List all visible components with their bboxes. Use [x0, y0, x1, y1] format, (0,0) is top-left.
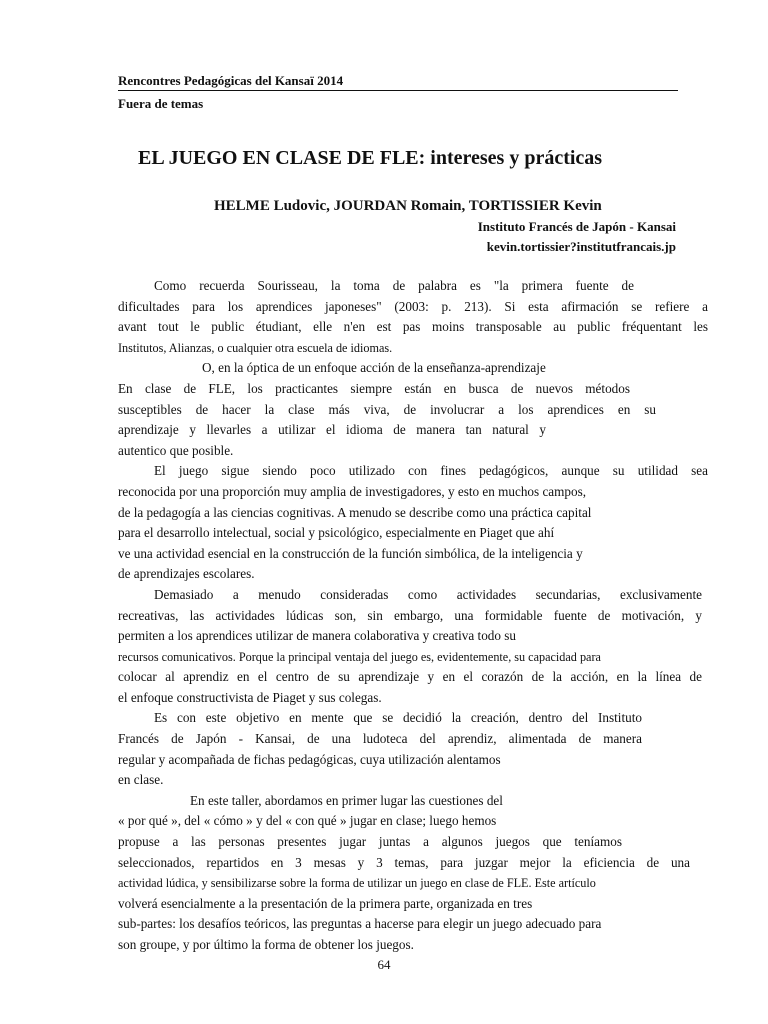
- body-line: de la pedagogía a las ciencias cognitivas. A menudo se describe como una práctica capital: [118, 504, 592, 520]
- body-line: actividad lúdica, y sensibilizarse sobre la forma de utilizar un juego en clase de FLE. Este artículo: [118, 876, 596, 891]
- body-line: El juego sigue siendo poco utilizado con fines pedagógicos, aunque su utilidad sea: [154, 463, 708, 479]
- body-line: para el desarrollo intelectual, social y psicológico, especialmente en Piaget que ahí: [118, 525, 555, 541]
- body-line: En este taller, abordamos en primer lugar las cuestiones del: [190, 792, 503, 808]
- body-line: permiten a los aprendices utilizar de manera colaborativa y creativa todo su: [118, 628, 517, 644]
- article-body: [118, 276, 708, 956]
- body-line: propuse a las personas presentes jugar juntas a algunos juegos que teníamos: [118, 834, 622, 850]
- body-line: « por qué », del « cómo » y del « con qué » jugar en clase; luego hemos: [118, 813, 497, 829]
- body-line: ve una actividad esencial en la construcción de la función simbólica, de la inteligencia y: [118, 545, 583, 561]
- body-line: O, en la óptica de un enfoque acción de la enseñanza-aprendizaje: [202, 360, 546, 376]
- body-line: Institutos, Alianzas, o cualquier otra escuela de idiomas.: [118, 340, 393, 355]
- body-line: son groupe, y por último la forma de obtener los juegos.: [118, 937, 414, 952]
- body-line: Como recuerda Sourisseau, la toma de palabra es "la primera fuente de: [154, 278, 634, 293]
- body-line: aprendizaje y llevarles a utilizar el idioma de manera tan natural y: [118, 422, 546, 438]
- body-line: autentico que posible.: [118, 442, 234, 458]
- running-header: Rencontres Pedagógicas del Kansaï 2014: [118, 73, 678, 91]
- body-line: recursos comunicativos. Porque la principal ventaja del juego es, evidentemente, su capacidad para: [118, 649, 601, 664]
- body-line: regular y acompañada de fichas pedagógicas, cuya utilización alentamos: [118, 751, 501, 767]
- body-line: En clase de FLE, los practicantes siempre están en busca de nuevos métodos: [118, 380, 630, 396]
- body-line: volverá esencialmente a la presentación de la primera parte, organizada en tres: [118, 895, 533, 911]
- body-line: reconocida por una proporción muy amplia de investigadores, y esto en muchos campos,: [118, 483, 587, 499]
- page-number: 64: [377, 957, 391, 972]
- body-line: sub-partes: los desafíos teóricos, las preguntas a hacerse para elegir un juego adecuado para: [118, 916, 602, 932]
- body-line: Es con este objetivo en mente que se decidió la creación, dentro del Instituto: [154, 710, 642, 726]
- body-line: dificultades para los aprendices japoneses" (2003: p. 213). Si esta afirmación se refiere a: [118, 298, 708, 314]
- author-affiliation: Instituto Francés de Japón - Kansai: [477, 219, 676, 234]
- body-line: Demasiado a menudo consideradas como actividades secundarias, exclusivamente: [154, 586, 702, 602]
- body-line: el enfoque constructivista de Piaget y sus colegas.: [118, 689, 382, 705]
- body-line: susceptibles de hacer la clase más viva, de involucrar a los aprendices en su: [118, 401, 656, 417]
- body-line: recreativas, las actividades lúdicas son, sin embargo, una formidable fuente de motivación, y: [118, 607, 702, 623]
- body-line: de aprendizajes escolares.: [118, 566, 255, 582]
- author-email: kevin.tortissier?institutfrancais.jp: [486, 239, 676, 254]
- article-authors: HELME Ludovic, JOURDAN Romain, TORTISSIER Kevin: [214, 198, 602, 214]
- body-line: Francés de Japón - Kansai, de una ludoteca del aprendiz, alimentada de manera: [118, 731, 642, 747]
- section-label: Fuera de temas: [118, 96, 204, 111]
- body-line: seleccionados, repartidos en 3 mesas y 3 temas, para juzgar mejor la eficiencia de una: [118, 854, 690, 870]
- body-line: colocar al aprendiz en el centro de su aprendizaje y en el corazón de la acción, en la línea de: [118, 669, 702, 685]
- article-title: EL JUEGO EN CLASE DE FLE: intereses y prácticas: [138, 147, 603, 169]
- body-line: avant tout le public étudiant, elle n'en est pas moins transposable au public fréquentant les: [118, 319, 708, 335]
- body-line: en clase.: [118, 772, 164, 788]
